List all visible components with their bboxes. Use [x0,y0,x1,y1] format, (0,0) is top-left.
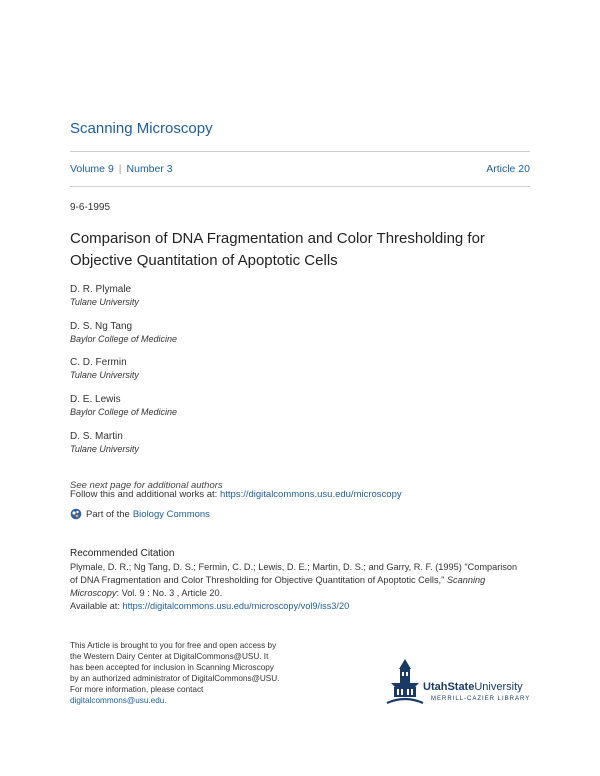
notice-line: the Western Dairy Center at DigitalCommons@USU. It [70,652,269,661]
usu-wordmark-regular: University [474,681,523,693]
paper-title-line-2: Objective Quantitation of Apoptotic Cells [70,252,338,269]
author-1 [70,283,139,309]
notice-line: by an authorized administrator of DigitalCommons@USU. [70,674,280,683]
author-4 [70,393,177,419]
author-affiliation: Tulane University [70,297,139,307]
author-affiliation: Tulane University [70,444,139,454]
citation-line-1: Plymale, D. R.; Ng Tang, D. S.; Fermin, C. D.; Lewis, D. E.; Martin, D. S.; and Garry, R. F. (1995) "Comparison [70,562,518,572]
available-link[interactable]: https://digitalcommons.usu.edu/microscopy/vol9/iss3/20 [122,601,350,611]
biology-commons-link[interactable]: Biology Commons [132,508,210,520]
author-name: D. R. Plymale [70,284,132,295]
see-next-page-note: See next page for additional authors [70,480,223,491]
author-3 [70,356,139,382]
citation-volume: : Vol. 9 : No. 3 , Article 20. [116,588,223,598]
citation-body [70,561,532,613]
author-affiliation: Tulane University [70,370,139,380]
volume-link[interactable]: Volume 9 [70,163,114,175]
publication-date: 9-6-1995 [70,202,111,213]
notice-line: This Article is brought to you for free and open access by [70,641,277,650]
author-2 [70,320,177,346]
meta-separator: | [118,163,122,175]
author-name: D. E. Lewis [70,394,121,405]
citation-journal-part-2: Microscopy [70,588,117,598]
citation-line-2: of DNA Fragmentation and Color Thresholding for Objective Quantitation of Apoptotic Cells," [70,575,447,585]
top-divider [70,151,530,152]
part-of-label: Part of the [86,508,130,520]
issue-meta [70,163,530,175]
part-of-line [70,508,210,520]
follow-link[interactable]: https://digitalcommons.usu.edu/microscopy [219,489,402,500]
number-link[interactable]: Number 3 [126,163,173,175]
journal-title[interactable]: Scanning Microscopy [70,120,213,137]
contact-email-link[interactable]: digitalcommons@usu.edu. [70,696,167,705]
author-name: D. S. Ng Tang [70,321,133,332]
paper-title [70,228,530,272]
notice-line: For more information, please contact [70,685,204,694]
available-label: Available at: [70,601,123,611]
follow-line [70,489,402,500]
author-name: D. S. Martin [70,431,123,442]
access-notice [70,640,330,706]
follow-label: Follow this and additional works at: [70,489,220,500]
author-name: C. D. Fermin [70,357,127,368]
paper-title-line-1: Comparison of DNA Fragmentation and Color Thresholding for [70,230,485,247]
bottom-divider [70,186,530,187]
notice-line: has been accepted for inclusion in Scanning Microscopy [70,663,274,672]
usu-wordmark-bold: UtahState [423,681,475,693]
network-commons-icon [70,508,82,520]
author-5 [70,430,139,456]
author-affiliation: Baylor College of Medicine [70,407,178,417]
usu-library-logo-icon [385,657,425,705]
article-link[interactable]: Article 20 [486,163,530,175]
citation-journal-part-1: Scanning [446,575,486,585]
author-affiliation: Baylor College of Medicine [70,334,178,344]
usu-wordmark [423,681,523,693]
recommended-citation-heading: Recommended Citation [70,548,175,559]
library-name: MERRILL-CAZIER LIBRARY [431,696,531,702]
